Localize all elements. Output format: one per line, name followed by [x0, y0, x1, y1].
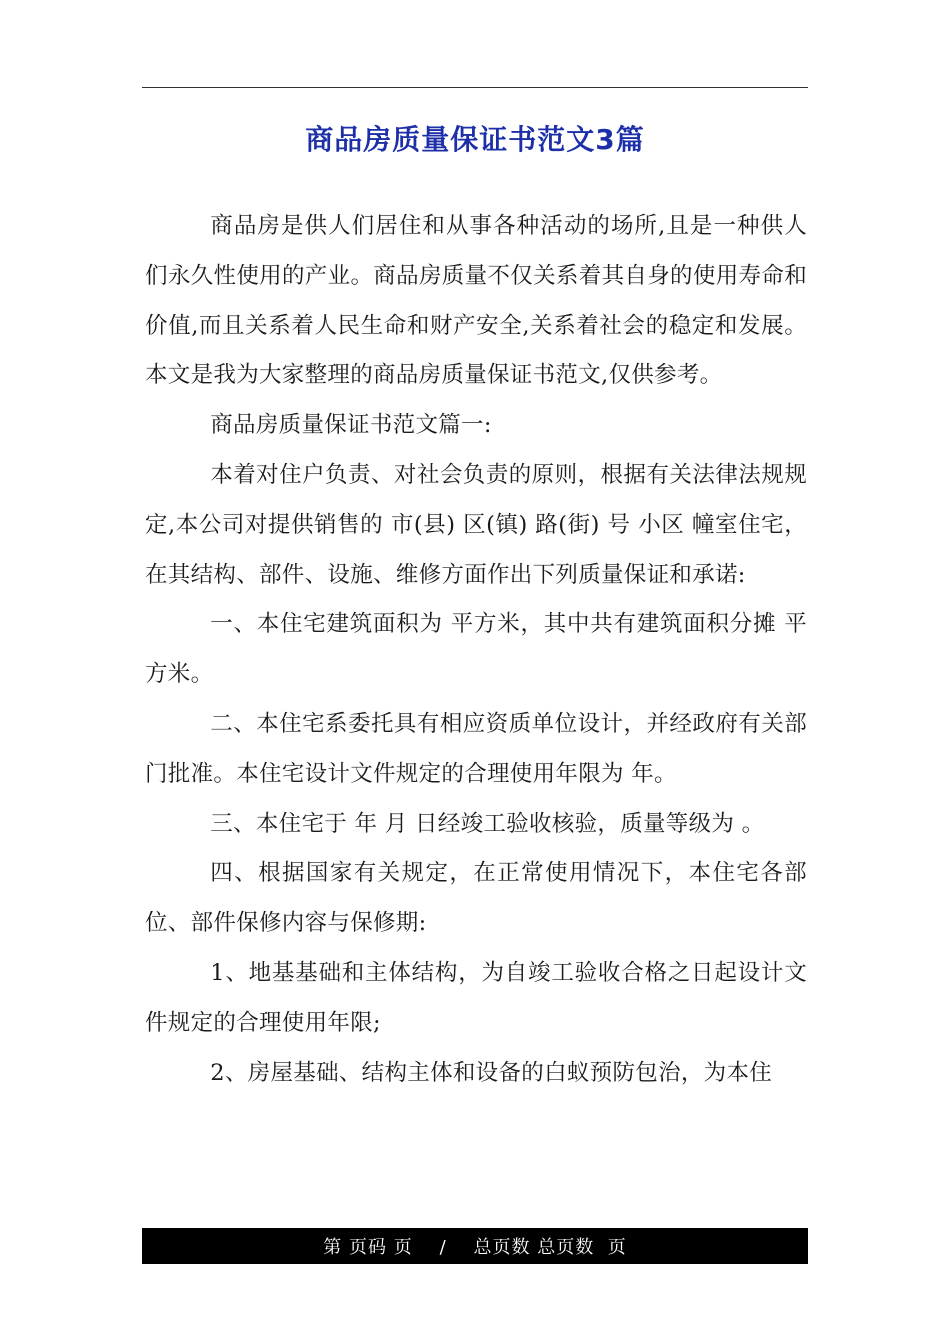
page-number-text: 第 页码 页 / 总页数 总页数 页: [323, 1237, 627, 1258]
clause-three: 三、本住宅于 年 月 日经竣工验收核验，质量等级为 。: [210, 810, 765, 837]
page-footer: [142, 1228, 808, 1264]
section-heading-part-one: 商品房质量保证书范文篇一:: [210, 412, 492, 439]
clause-two: 二、本住宅系委托具有相应资质单位设计，并经政府有关部门批准。本住宅设计文件规定的合理使用年限为 年。: [145, 710, 807, 787]
intro-paragraph: 商品房是供人们居住和从事各种活动的场所,且是一种供人们永久性使用的产业。商品房质量不仅关系着其自身的使用寿命和价值,而且关系着人民生命和财产安全,关系着社会的稳定和发展。本文是我为大家整理的商品房质量保证书范文,仅供参考。: [145, 213, 807, 389]
header-rule: [142, 87, 808, 88]
document-body: [145, 202, 807, 1098]
warranty-item-2: 2、房屋基础、结构主体和设备的白蚁预防包治，为本住: [210, 1059, 773, 1086]
warranty-item-1: 1、地基基础和主体结构，为自竣工验收合格之日起设计文件规定的合理使用年限;: [145, 959, 807, 1036]
commitment-paragraph: 本着对住户负责、对社会负责的原则，根据有关法律法规规定,本公司对提供销售的 市(县) 区(镇) 路(街) 号 小区 幢室住宅，在其结构、部件、设施、维修方面作出下列质量保证和承诺:: [145, 461, 807, 588]
clause-one: 一、本住宅建筑面积为 平方米，其中共有建筑面积分摊 平方米。: [145, 611, 807, 688]
clause-four: 四、根据国家有关规定，在正常使用情况下，本住宅各部位、部件保修内容与保修期:: [145, 860, 807, 937]
document-title: 商品房质量保证书范文3篇: [305, 123, 645, 156]
